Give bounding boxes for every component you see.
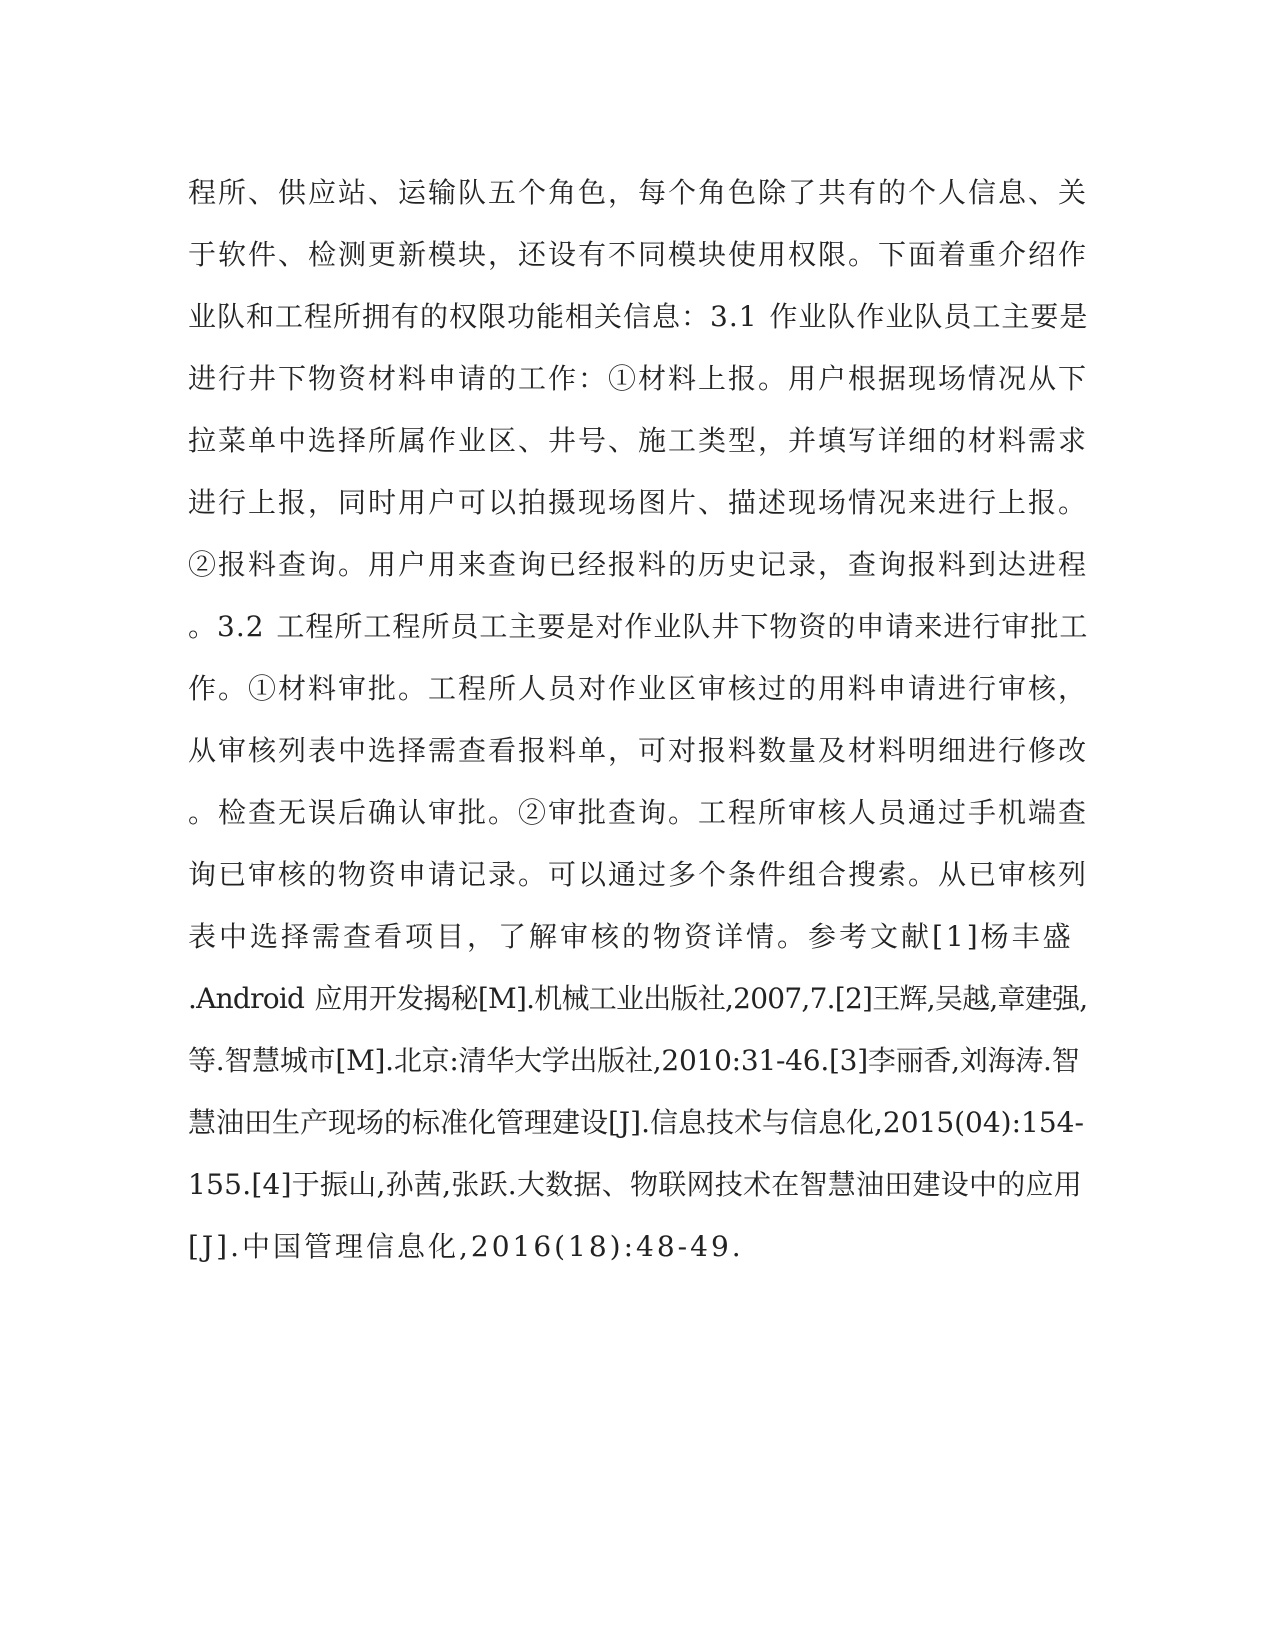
reference-line: [J].中国管理信息化,2016(18):48-49. [188, 1230, 744, 1263]
text-line: 进行井下物资材料申请的工作：①材料上报。用户根据现场情况从下 [188, 362, 1089, 395]
text-line: 作。①材料审批。工程所人员对作业区审核过的用料申请进行审核， [188, 672, 1089, 705]
text-line: 询已审核的物资申请记录。可以通过多个条件组合搜索。从已审核列 [188, 858, 1089, 891]
text-line: ②报料查询。用户用来查询已经报料的历史记录，查询报料到达进程 [188, 548, 1089, 581]
text-line: 。检查无误后确认审批。②审批查询。工程所审核人员通过手机端查 [188, 796, 1089, 829]
reference-line: 155.[4]于振山,孙茜,张跃.大数据、物联网技术在智慧油田建设中的应用 [188, 1168, 1082, 1201]
body-text [188, 162, 1088, 1278]
text-line: 表中选择需查看项目，了解审核的物资详情。参考文献[1]杨丰盛 [188, 920, 1074, 953]
text-line: 。3.2 工程所工程所员工主要是对作业队井下物资的申请来进行审批工 [188, 610, 1089, 643]
text-line: 进行上报，同时用户可以拍摄现场图片、描述现场情况来进行上报。 [188, 486, 1089, 519]
reference-line: .Android 应用开发揭秘[M].机械工业出版社,2007,7.[2]王辉,吴越,章建强, [188, 982, 1088, 1015]
reference-line: 慧油田生产现场的标准化管理建设[J].信息技术与信息化,2015(04):154- [188, 1106, 1084, 1139]
text-line: 于软件、检测更新模块，还设有不同模块使用权限。下面着重介绍作 [188, 238, 1089, 271]
text-line: 业队和工程所拥有的权限功能相关信息：3.1 作业队作业队员工主要是 [188, 300, 1089, 333]
text-line: 从审核列表中选择需查看报料单，可对报料数量及材料明细进行修改 [188, 734, 1089, 767]
text-line: 程所、供应站、运输队五个角色，每个角色除了共有的个人信息、关 [188, 176, 1089, 209]
reference-line: 等.智慧城市[M].北京:清华大学出版社,2010:31-46.[3]李丽香,刘海涛.智 [188, 1044, 1080, 1077]
text-line: 拉菜单中选择所属作业区、井号、施工类型，并填写详细的材料需求 [188, 424, 1089, 457]
